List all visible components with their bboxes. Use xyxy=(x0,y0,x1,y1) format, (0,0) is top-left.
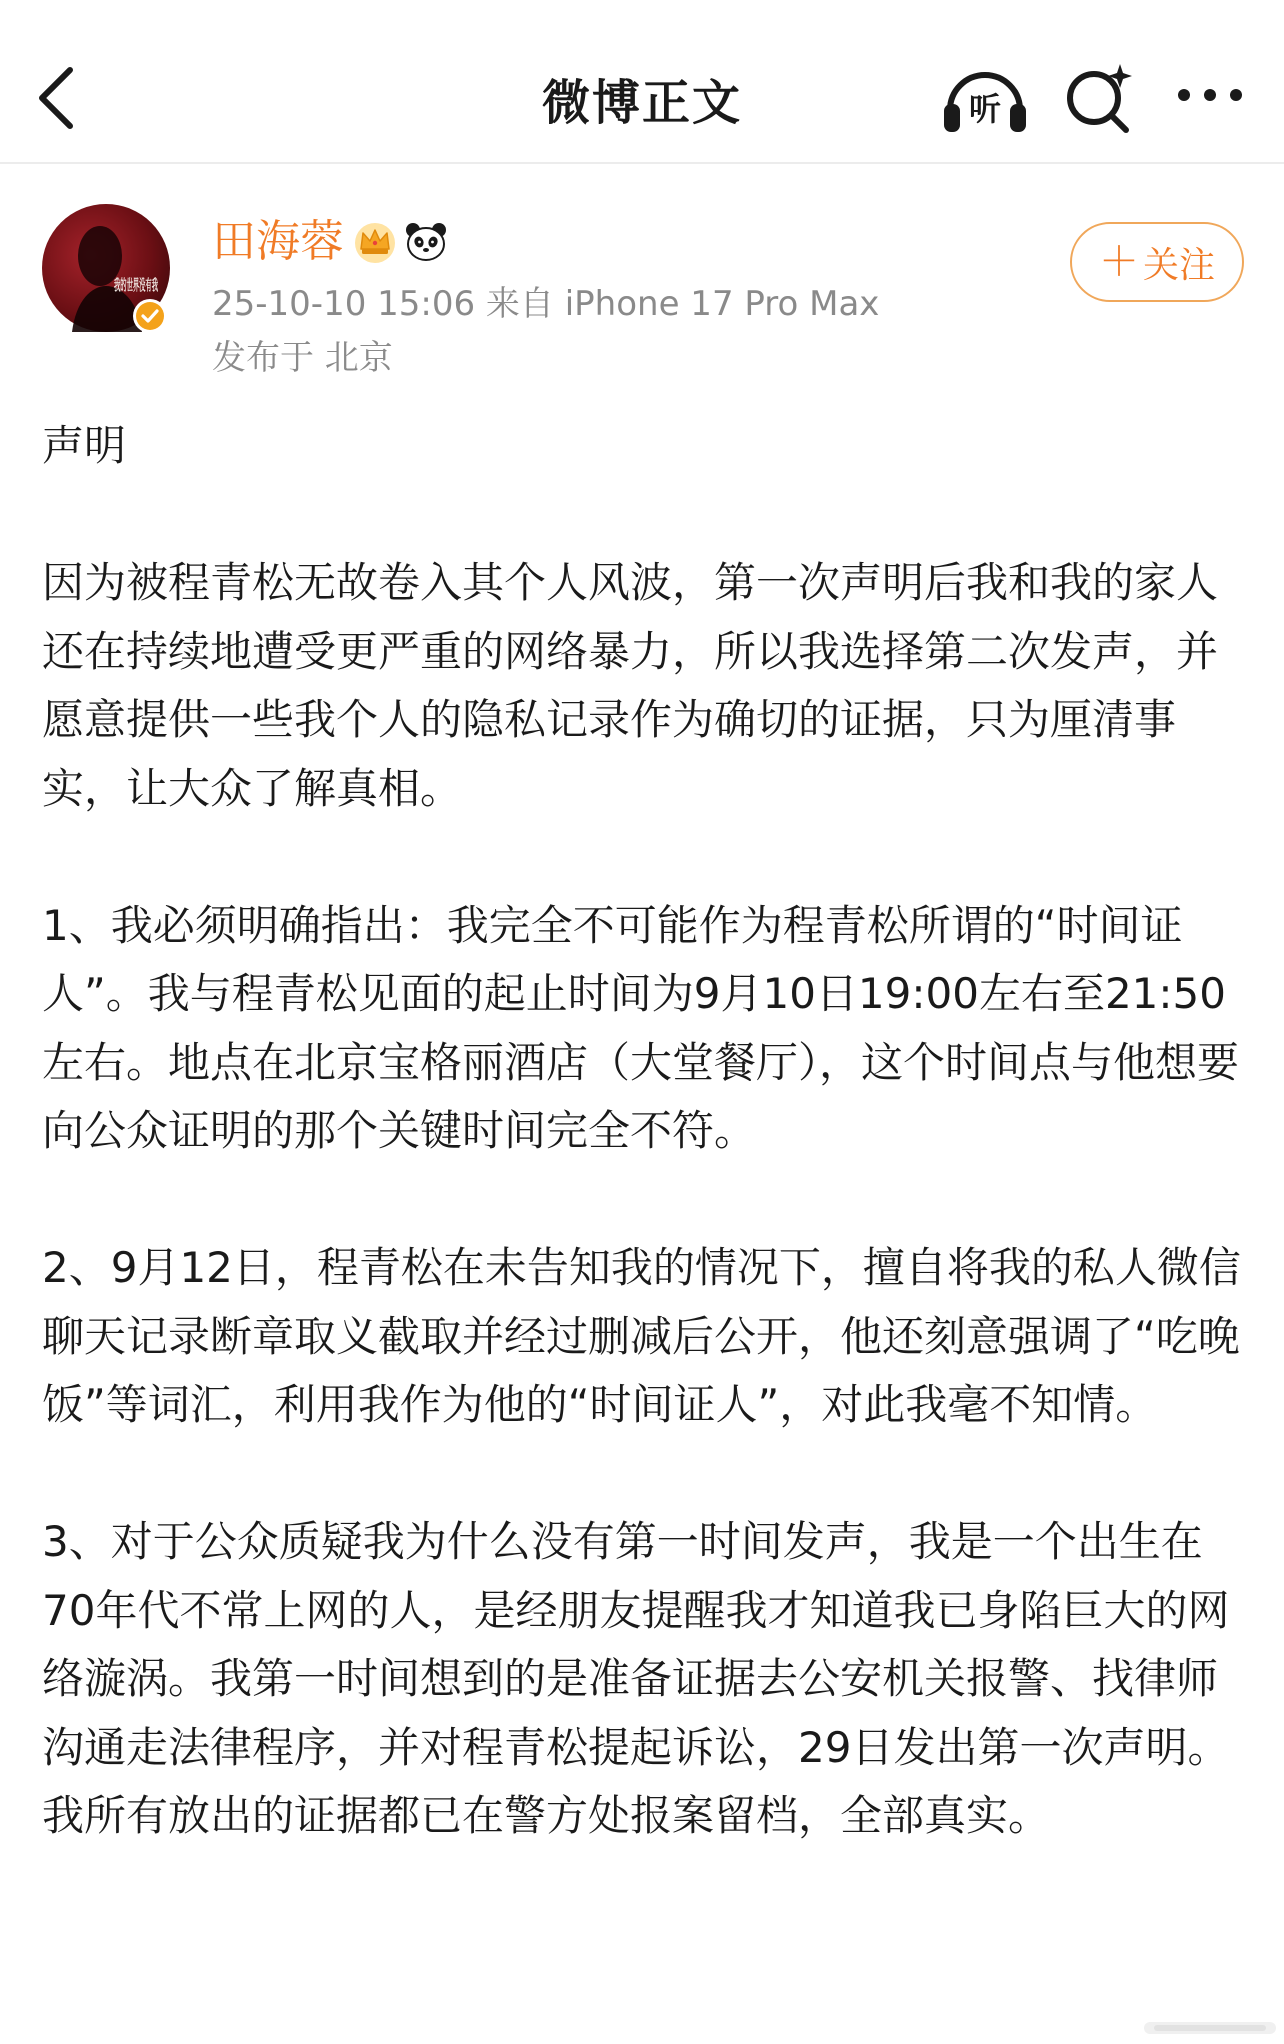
post-paragraph: 因为被程青松无故卷入其个人风波，第一次声明后我和我的家人还在持续地遭受更严重的网络暴力，所以我选择第二次发声，并愿意提供一些我个人的隐私记录作为确切的证据，只为厘清事实，让大众了解真相。 xyxy=(42,558,1219,813)
panda-icon xyxy=(402,218,450,266)
follow-label: 关注 xyxy=(1142,244,1215,286)
post-paragraph: 3、对于公众质疑我为什么没有第一时间发声，我是一个出生在70年代不常上网的人，是经朋友提醒我才知道我已身陷巨大的网络漩涡。我第一时间想到的是准备证据去公安机关报警、找律师沟通走法律程序，并对程青松提起诉讼，29日发出第一次声明。我所有放出的证据都已在警方处报案留档，全部真实。 xyxy=(42,1517,1230,1840)
post-meta: 25-10-10 15:06 来自 iPhone 17 Pro Max xyxy=(212,284,880,324)
plus-icon: ＋ xyxy=(1098,239,1139,285)
post-paragraph: 1、我必须明确指出：我完全不可能作为程青松所谓的“时间证人”。我与程青松见面的起止时间为9月10日19:00左右至21:50左右。地点在北京宝格丽酒店（大堂餐厅），这个时间点与他想要向公众证明的那个关键时间完全不符。 xyxy=(42,900,1240,1155)
search-sparkle-icon[interactable] xyxy=(1060,58,1140,138)
crown-icon xyxy=(352,219,398,265)
headphones-icon[interactable] xyxy=(940,58,1030,138)
author-name[interactable]: 田海蓉 xyxy=(212,216,344,267)
post-paragraph: 2、9月12日，程青松在未告知我的情况下，擅自将我的私人微信聊天记录断章取义截取并经过删减后公开，他还刻意强调了“吃晚饭”等词汇，利用我作为他的“时间证人”，对此我毫不知情。 xyxy=(42,1243,1241,1429)
post-content xyxy=(42,412,1252,1919)
follow-button[interactable] xyxy=(1070,222,1244,302)
post-title: 声明 xyxy=(42,421,127,470)
listen-label: 听 xyxy=(968,90,1002,128)
author-row xyxy=(212,212,450,272)
page-title: 微博正文 xyxy=(541,75,742,131)
watermark-dots xyxy=(1140,2014,1280,2040)
top-nav-bar xyxy=(0,0,1284,164)
verified-badge-icon xyxy=(132,298,168,334)
avatar-text: 我的世界没有我 xyxy=(114,276,158,294)
post-location: 发布于 北京 xyxy=(212,338,393,378)
more-dots-icon[interactable] xyxy=(1170,70,1250,120)
